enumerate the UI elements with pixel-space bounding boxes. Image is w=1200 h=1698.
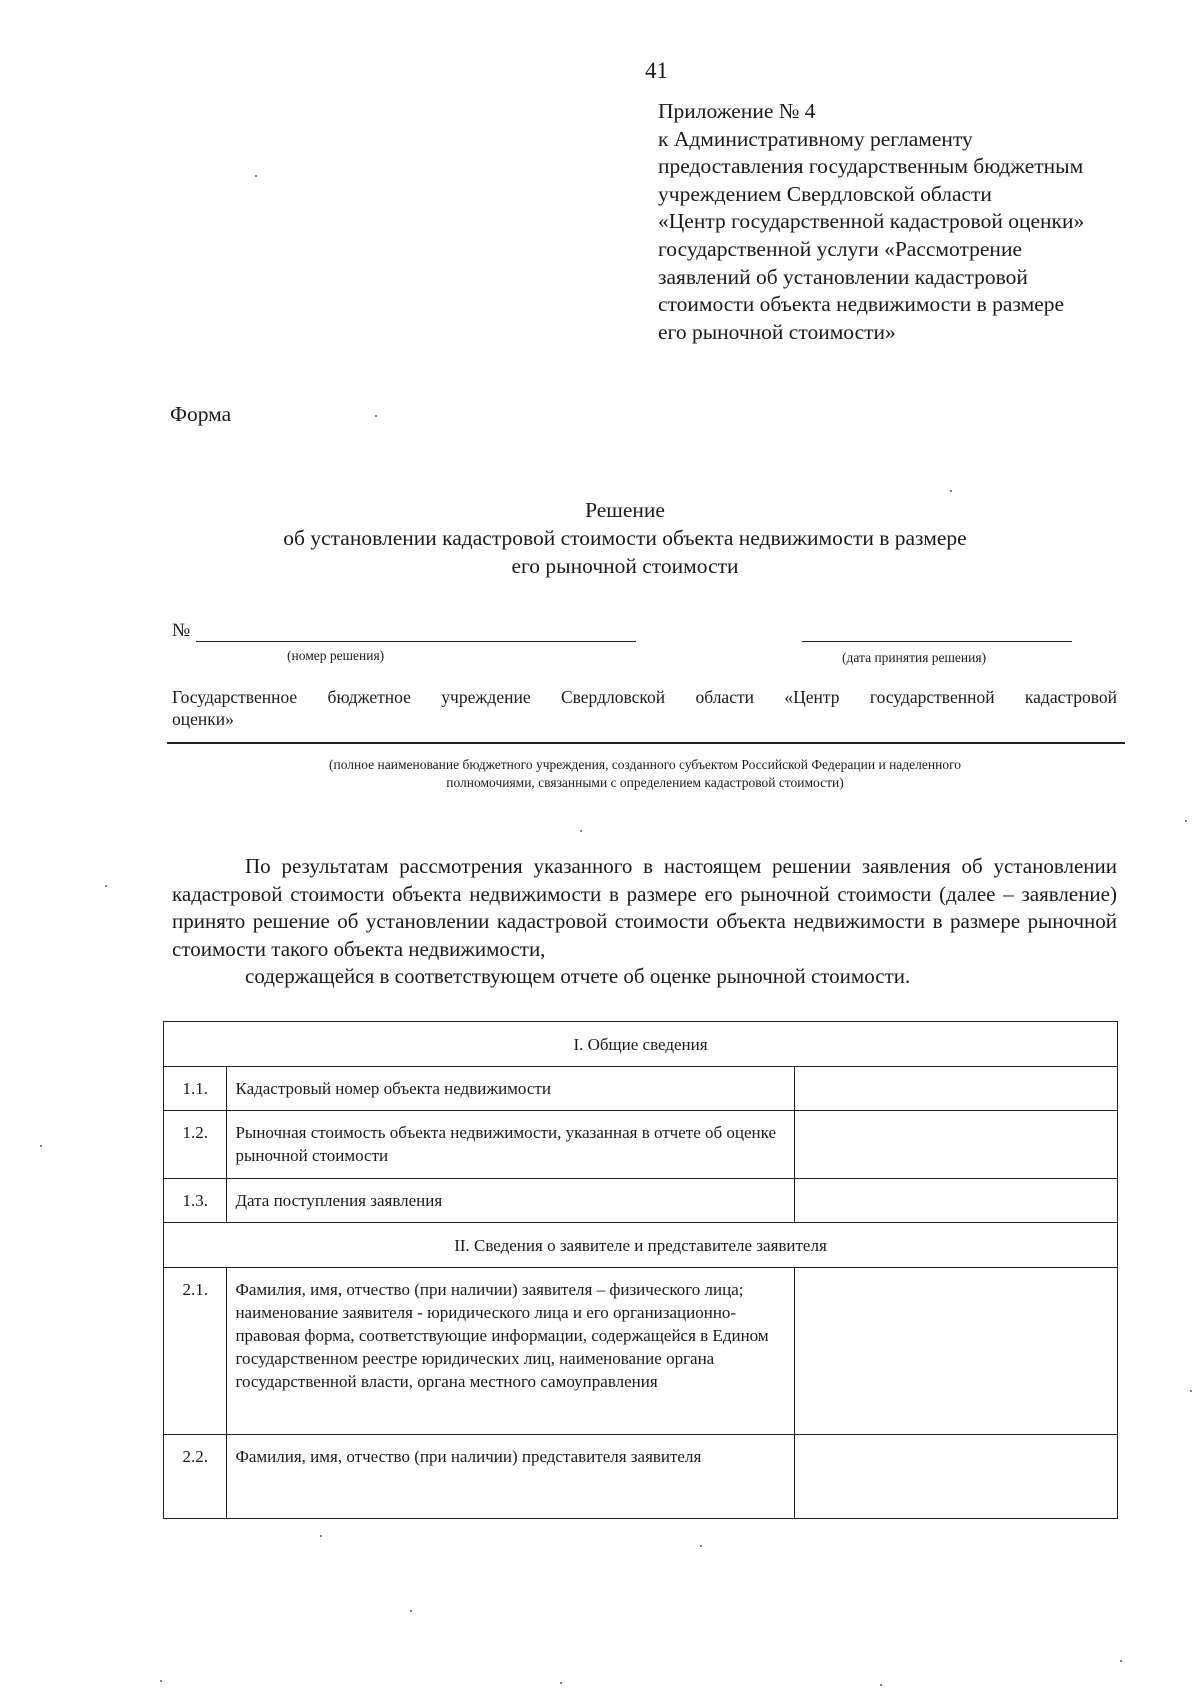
row-label: Дата поступления заявления	[227, 1179, 794, 1223]
decision-number-caption: (номер решения)	[287, 648, 385, 663]
page-number: 41	[645, 58, 668, 83]
organization-caption	[220, 756, 1070, 792]
appendix-line: к Административному регламенту	[658, 126, 973, 151]
section-applicant-info: II. Сведения о заявителе и представителе заявителя	[164, 1223, 1118, 1268]
decision-date-caption: (дата принятия решения)	[842, 650, 987, 665]
table-row	[164, 1179, 1118, 1223]
paragraph-last-line: содержащейся в соответствующем отчете об оценке рыночной стоимости.	[245, 964, 911, 988]
appendix-header	[658, 98, 1158, 346]
row-number: 1.3.	[164, 1179, 227, 1223]
row-value-cell[interactable]	[794, 1268, 1117, 1435]
decision-paragraph	[172, 853, 1117, 991]
decision-number-line	[196, 641, 636, 642]
row-value-cell[interactable]	[794, 1179, 1117, 1223]
appendix-line: предоставления государственным бюджетным	[658, 154, 1084, 179]
table-row	[164, 1111, 1118, 1179]
appendix-line: стоимости объекта недвижимости в размере	[658, 292, 1065, 317]
info-table	[163, 1021, 1118, 1519]
organization-caption-line: полномочиями, связанными с определением кадастровой стоимости)	[446, 775, 844, 790]
organization-caption-line: (полное наименование бюджетного учреждения, созданного субъектом Российской Федерации и наделенного	[328, 757, 962, 772]
appendix-line: Приложение № 4	[658, 99, 816, 123]
appendix-line: учреждением Свердловской области	[658, 181, 992, 206]
row-value-cell[interactable]	[794, 1435, 1117, 1519]
row-value-cell[interactable]	[794, 1067, 1117, 1111]
document-title	[160, 496, 1090, 580]
table-row	[164, 1435, 1118, 1519]
title-heading: Решение	[585, 498, 665, 522]
row-label: Рыночная стоимость объекта недвижимости, указанная в отчете об оценке рыночной стоимости	[227, 1111, 794, 1179]
table-row	[164, 1067, 1118, 1111]
appendix-line: его рыночной стоимости»	[658, 319, 896, 344]
table-section-row	[164, 1022, 1118, 1067]
number-sign: №	[172, 620, 191, 641]
organization-name-line1: Государственное бюджетное учреждение Свердловской области «Центр государственной кадастровой	[172, 687, 1117, 707]
appendix-line: «Центр государственной кадастровой оценки»	[658, 209, 1085, 234]
row-number: 1.2.	[164, 1111, 227, 1179]
row-label: Кадастровый номер объекта недвижимости	[227, 1067, 794, 1111]
appendix-line: заявлений об установлении кадастровой	[658, 264, 1028, 289]
appendix-line: государственной услуги «Рассмотрение	[658, 236, 1022, 261]
organization-name-line2: оценки»	[172, 709, 234, 729]
section-general-info: I. Общие сведения	[164, 1022, 1118, 1067]
organization-rule	[167, 742, 1125, 744]
title-subtitle-line: его рыночной стоимости	[511, 554, 739, 578]
table-row	[164, 1268, 1118, 1435]
form-label: Форма	[170, 402, 232, 426]
row-number: 1.1.	[164, 1067, 227, 1111]
decision-number-row	[172, 620, 1092, 670]
title-subtitle-line: об установлении кадастровой стоимости объекта недвижимости в размере	[283, 526, 967, 550]
row-value-cell[interactable]	[794, 1111, 1117, 1179]
table-section-row	[164, 1223, 1118, 1268]
row-number: 2.1.	[164, 1268, 227, 1435]
row-label: Фамилия, имя, отчество (при наличии) представителя заявителя	[227, 1435, 794, 1519]
paragraph-body: По результатам рассмотрения указанного в настоящем решении заявления об установлении кадастровой стоимости объекта недвижимости в размере его рыночной стоимости (далее – заявление) принято решение об установлении кадастровой стоимости объекта недвижимости в размере рыночной стоимости такого объекта недвижимости,	[172, 854, 1117, 961]
row-number: 2.2.	[164, 1435, 227, 1519]
decision-date-line	[802, 641, 1072, 642]
row-label: Фамилия, имя, отчество (при наличии) заявителя – физического лица; наименование заявителя - юридического лица и его организационно-правовая форма, соответствующие информации, содержащейся в Едином государственном реестре юридических лиц, наименование органа государственной власти, органа местного самоуправления	[227, 1268, 794, 1435]
